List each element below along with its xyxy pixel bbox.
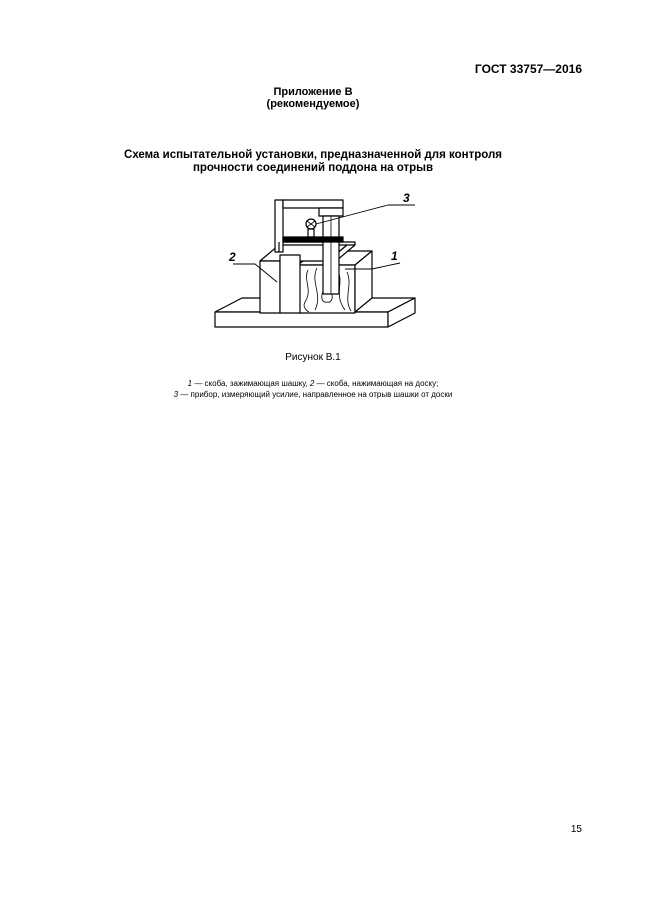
legend-text-2: — скоба, нажимающая на доску;	[314, 379, 439, 388]
legend-num-3: 3	[173, 390, 179, 399]
section-title-line-1: Схема испытательной установки, предназначенной для контроля	[124, 149, 502, 161]
section-title-line-2: прочности соединений поддона на отрыв	[192, 162, 434, 174]
legend-line-1	[0, 378, 626, 389]
legend-text-3: — прибор, измеряющий усилие, направленное на отрыв шашки от доски	[178, 390, 453, 399]
callout-2: 2	[229, 250, 236, 264]
callout-3: 3	[403, 191, 410, 205]
page-number: 15	[570, 824, 582, 835]
legend-text-1: — скоба, зажимающая шашку,	[192, 379, 310, 388]
legend-line-2	[0, 389, 626, 400]
legend-num-2: 2	[309, 379, 315, 388]
figure-caption: Рисунок В.1	[285, 352, 341, 363]
figure-legend	[0, 378, 626, 400]
legend-num-1: 1	[187, 379, 193, 388]
test-setup-drawing	[205, 190, 425, 350]
appendix-title: Приложение В	[273, 86, 353, 98]
appendix-subtitle: (рекомендуемое)	[266, 98, 360, 110]
document-code: ГОСТ 33757—2016	[474, 62, 582, 76]
section-title	[0, 149, 626, 175]
callout-1: 1	[391, 249, 398, 263]
